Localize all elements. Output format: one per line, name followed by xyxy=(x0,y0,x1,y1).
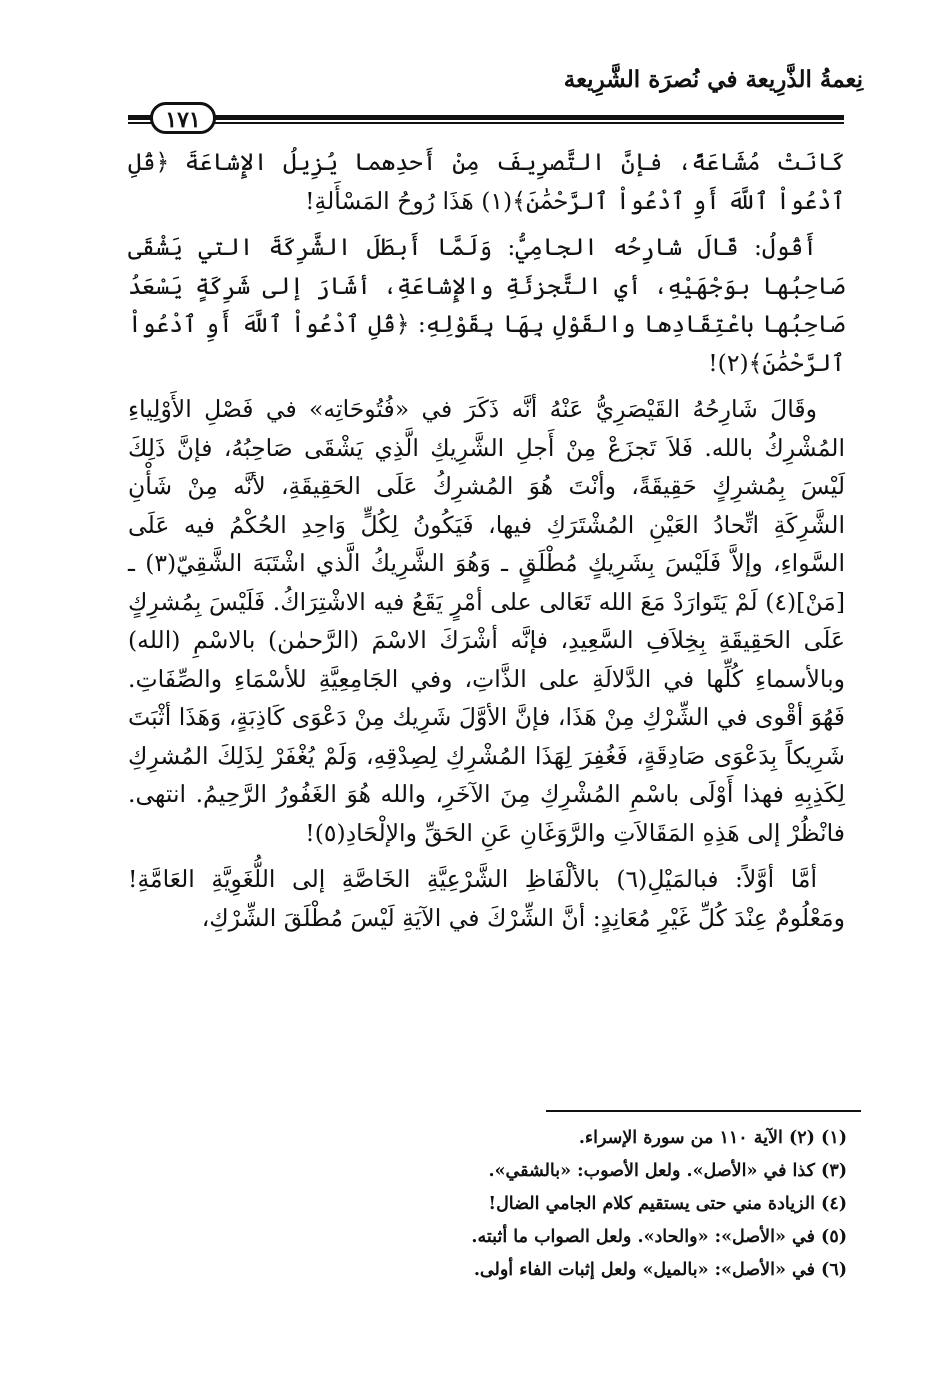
paragraph: كَانَتْ مُشَاعَةً، فإنَّ التَّصرِيفَ مِنْ أَحدِهما يُزِيلُ الإِشاعَةَ ﴿قُلِ ٱدْعُواْ ٱللَّهَ أَوِ ٱدْعُواْ ٱلرَّحْمَٰنَ﴾(١) هَذَا رُوحُ المَسْأَلةِ! xyxy=(128,148,845,215)
page-number: ١٧١ xyxy=(150,102,216,134)
paragraph: أمَّا أوَّلاً: فبالمَيْلِ(٦) بالألْفَاظِ الشَّرْعِيَّةِ الخَاصَّةِ إلى اللُّغَوِيَّةِ العَامَّةِ! ومَعْلُومٌ عِنْدَ كُلِّ غَيْرِ مُعَانِدٍ: أنَّ الشِّرْكَ في الآيَةِ لَيْسَ مُطْلَقَ الشِّرْكِ، xyxy=(128,865,845,932)
footnote: (٣) كذا في «الأصل». ولعل الأصوب: «بالشقي». xyxy=(488,1161,847,1181)
footnote: (١) (٢) الآية ١١٠ من سورة الإسراء. xyxy=(578,1128,847,1148)
footnote-separator xyxy=(546,1110,861,1112)
running-title: نِعمةُ الذَّرِيعة في نُصرَة الشَّرِيعة xyxy=(563,66,863,93)
header-rule-thin xyxy=(128,122,844,124)
paragraph: أَقُولُ: قَالَ شارِحُه الجامِيُّ: وَلَمَّا أَبطَلَ الشَّرِكَةَ التي يَشْقَى صَاحِبُها بوَجْهَيْهِ، أي التَّجزئَةِ والإِشاعَةِ، أشَارَ إلى شَرِكَةٍ يَسْعَدُ صَاحِبُها باعْتِقَادِها والقَوْلِ بِهَا بِقَوْلِهِ: ﴿قُلِ ٱدْعُواْ ٱللَّهَ أَوِ ٱدْعُواْ ٱلرَّحْمَٰنَ﴾(٢)! xyxy=(128,233,845,377)
header-rule-thick xyxy=(128,115,844,120)
footnote: (٤) الزيادة مني حتى يستقيم كلام الجامي الضال! xyxy=(488,1194,847,1214)
header-rule xyxy=(128,112,844,126)
footnote: (٦) في «الأصل»: «بالميل» ولعل إثبات الفاء أولى. xyxy=(473,1260,847,1280)
paragraph: وقَالَ شَارِحُهُ القَيْصَرِيُّ عَنْهُ أنَّه ذَكَرَ في «فُتُوحَاتِه» في فَصْلِ الأَوْلِياءِ المُشْرِكُ بالله. فَلاَ تَجزَعْ مِنْ أَجلِ الشَّرِيكِ الَّذِي يَشْقَى صَاحِبُهُ، فإنَّ ذَلِكَ لَيْسَ بِمُشرِكٍ حَقِيقَةً، وأنْتَ هُوَ المُشرِكُ عَلَى الحَقِيقَةِ، لأنَّه مِنْ شَأْنِ الشَّرِكَةِ اتِّحادُ العَيْنِ المُشْتَرَكِ فيها، فَيَكُونُ لِكُلٍّ وَاحِدِ الحُكْمُ فيه عَلَى السَّواءِ، وإلاَّ فَلَيْسَ بِشَرِيكٍ مُطْلَقٍ ـ وَهُوَ الشَّرِيكُ الَّذي اشْتَبَهَ الشَّقِيّ(٣) ـ [مَنْ](٤) لَمْ يَتَوارَدْ مَعَ الله تَعَالى على أمْرٍ يَقَعُ فيه الاشْتِرَاكُ. فَلَيْسَ بِمُشرِكٍ عَلَى الحَقِيقَةِ بِخِلاَفِ السَّعِيدِ، فإنَّه أشْرَكَ الاسْمَ (الرَّحمٰن) بالاسْمِ (الله) وبالأسماءِ كُلِّها في الدَّلالَةِ على الذَّاتِ، وفي الجَامِعِيَّةِ للأسْمَاءِ والصِّفَاتِ. فَهُوَ أقْوى في الشِّرْكِ مِنْ هَذَا، فإنَّ الأوَّلَ شَرِيك مِنْ دَعْوَى كَاذِبَةٍ، وَهَذَا أثْبَتَ شَرِيكاً بِدَعْوَى صَادِقَةٍ، فَغُفِرَ لِهَذَا المُشْرِكِ لِصِدْقِهِ، وَلَمْ يُغْفَرْ لِذَلِكَ المُشرِكِ لِكَذِبِهِ فهذا أَوْلَى باسْمِ المُشْرِكِ مِنَ الآخَرِ، والله هُوَ الغَفُورُ الرَّحِيمُ. انتهى. فانْظُرْ إلى هَذِهِ المَقَالاَتِ والرَّوَغَانِ عَنِ الحَقِّ والإلْحَادِ(٥)! xyxy=(128,395,845,847)
footnote: (٥) في «الأصل»: «والحاد». ولعل الصواب ما أثبته. xyxy=(471,1227,847,1247)
main-text xyxy=(128,143,845,945)
footnotes xyxy=(247,1122,847,1287)
